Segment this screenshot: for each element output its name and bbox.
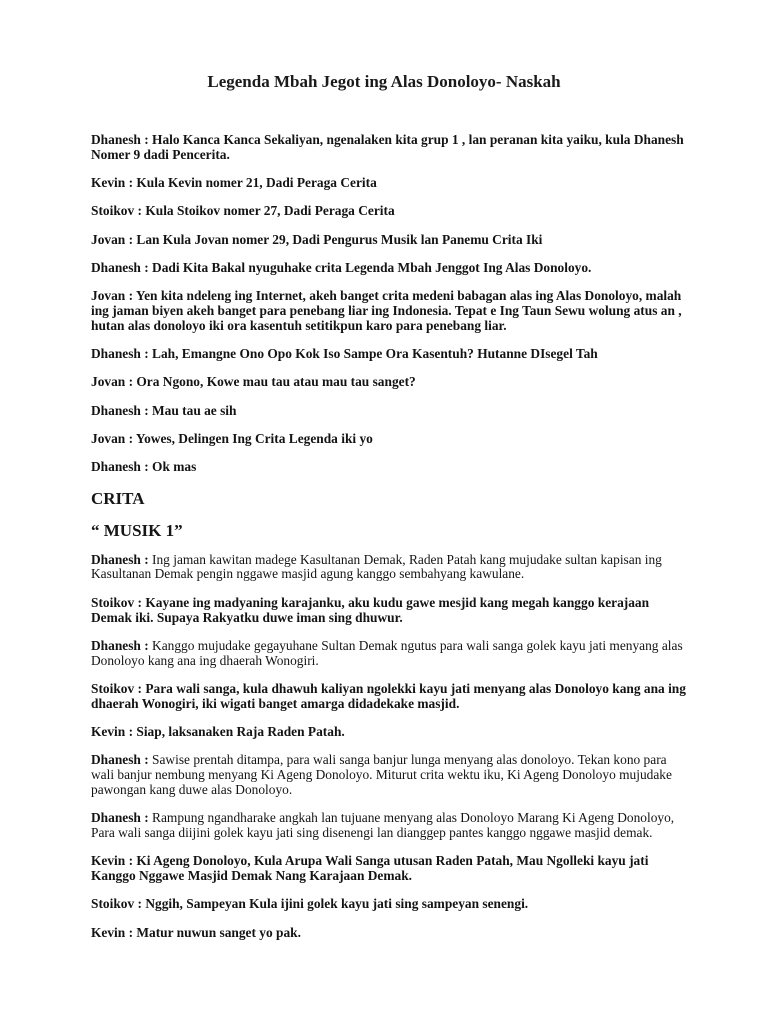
speaker-name: Kevin bbox=[91, 853, 126, 869]
line-text: Lan Kula Jovan nomer 29, Dadi Pengurus Musik lan Panemu Crita Iki bbox=[136, 231, 543, 247]
speaker-separator: : bbox=[134, 203, 146, 219]
dialogue-line bbox=[91, 897, 691, 912]
dialogue-line bbox=[91, 553, 691, 583]
speaker-name: Kevin bbox=[91, 924, 126, 940]
speaker-separator: : bbox=[125, 853, 137, 869]
speaker-separator: : bbox=[140, 810, 153, 826]
speaker-separator: : bbox=[125, 175, 137, 191]
music-cue-heading: “ MUSIK 1” bbox=[91, 520, 183, 540]
speaker-name: Dhanesh bbox=[91, 752, 141, 768]
line-text: Para wali sanga, kula dhawuh kaliyan ngolekki kayu jati menyang alas Donoloyo kang ana ing dhaerah Wonogiri, iki wigati banget amarga didadekake masjid. bbox=[91, 680, 686, 711]
intro-dialogue bbox=[91, 133, 691, 475]
dialogue-line bbox=[91, 460, 691, 475]
line-text: Ok mas bbox=[152, 459, 197, 475]
dialogue-line bbox=[91, 233, 691, 248]
dialogue-line bbox=[91, 375, 691, 390]
line-text: Mau tau ae sih bbox=[152, 402, 237, 418]
line-text: Matur nuwun sanget yo pak. bbox=[136, 924, 301, 940]
speaker-separator: : bbox=[125, 374, 137, 390]
dialogue-line bbox=[91, 261, 691, 276]
line-text: Lah, Emangne Ono Opo Kok Iso Sampe Ora Kasentuh? Hutanne DIsegel Tah bbox=[152, 346, 598, 362]
dialogue-line bbox=[91, 725, 691, 740]
dialogue-line bbox=[91, 204, 691, 219]
section-heading: CRITA bbox=[91, 488, 145, 508]
speaker-name: Stoikov bbox=[91, 896, 135, 912]
speaker-name: Jovan bbox=[91, 288, 126, 304]
speaker-name: Stoikov bbox=[91, 594, 135, 610]
speaker-separator: : bbox=[125, 431, 136, 447]
speaker-separator: : bbox=[140, 259, 153, 275]
document-body bbox=[91, 133, 691, 954]
dialogue-line bbox=[91, 404, 691, 419]
speaker-name: Dhanesh bbox=[91, 132, 141, 147]
line-text: Ing jaman kawitan madege Kasultanan Demak, Raden Patah kang mujudake sultan kapisan ing Kasultanan Demak pengin nggawe masjid agung kanggo sembahyang kawulane. bbox=[91, 551, 662, 582]
line-text: Kula Stoikov nomer 27, Dadi Peraga Cerita bbox=[145, 203, 395, 219]
speaker-separator: : bbox=[134, 896, 146, 912]
dialogue-line bbox=[91, 811, 691, 841]
dialogue-line bbox=[91, 926, 691, 941]
speaker-name: Jovan bbox=[91, 231, 126, 247]
line-text: Kayane ing madyaning karajanku, aku kudu gawe mesjid kang megah kanggo kerajaan Demak iki. Supaya Rakyatku duwe iman sing dhuwur. bbox=[91, 594, 650, 625]
dialogue-line bbox=[91, 596, 691, 626]
speaker-name: Dhanesh bbox=[91, 551, 141, 567]
line-text: Dadi Kita Bakal nyuguhake crita Legenda Mbah Jenggot Ing Alas Donoloyo. bbox=[152, 259, 592, 275]
document-title: Legenda Mbah Jegot ing Alas Donoloyo- Naskah bbox=[207, 72, 561, 91]
speaker-name: Kevin bbox=[91, 724, 126, 740]
speaker-name: Stoikov bbox=[91, 680, 135, 696]
speaker-separator: : bbox=[140, 551, 153, 567]
line-text: Ki Ageng Donoloyo, Kula Arupa Wali Sanga utusan Raden Patah, Mau Ngolleki kayu jati Kanggo Nggawe Masjid Demak Nang Karajaan Demak. bbox=[91, 853, 649, 884]
speaker-separator: : bbox=[125, 924, 137, 940]
line-text: Kula Kevin nomer 21, Dadi Peraga Cerita bbox=[136, 175, 377, 191]
speaker-name: Dhanesh bbox=[91, 259, 141, 275]
dialogue-line bbox=[91, 289, 691, 333]
dialogue-line bbox=[91, 753, 691, 797]
line-text: Kanggo mujudake gegayuhane Sultan Demak ngutus para wali sanga golek kayu jati menyang alas Donoloyo kang ana ing dhaerah Wonogiri. bbox=[91, 637, 683, 668]
line-text: Yen kita ndeleng ing Internet, akeh banget crita medeni babagan alas ing Alas Donoloyo, malah ing jaman biyen akeh banget para penebang liar ing Indonesia. Tepat e Ing Taun Sewu wolung atus an , hutan alas donoloyo iki ora kasentuh setitikpun karo para penebang liar. bbox=[91, 288, 682, 333]
line-text: Halo Kanca Kanca Sekaliyan, ngenalaken kita grup 1 , lan peranan kita yaiku, kula Dhanesh Nomer 9 dadi Pencerita. bbox=[91, 132, 684, 162]
speaker-separator: : bbox=[125, 724, 137, 740]
line-text: Siap, laksanaken Raja Raden Patah. bbox=[136, 724, 345, 740]
speaker-separator: : bbox=[134, 594, 146, 610]
speaker-separator: : bbox=[125, 288, 136, 304]
speaker-name: Dhanesh bbox=[91, 459, 141, 475]
line-text: Yowes, Delingen Ing Crita Legenda iki yo bbox=[135, 431, 373, 447]
speaker-separator: : bbox=[140, 459, 153, 475]
speaker-name: Jovan bbox=[91, 431, 126, 447]
line-text: Rampung ngandharake angkah lan tujuane menyang alas Donoloyo Marang Ki Ageng Donoloyo, Para wali sanga diijini golek kayu jati sing disenengi lan dianggep pantes kanggo nggawe masjid demak. bbox=[91, 810, 675, 841]
speaker-separator: : bbox=[140, 132, 153, 147]
speaker-separator: : bbox=[125, 231, 137, 247]
speaker-separator: : bbox=[134, 680, 146, 696]
dialogue-line bbox=[91, 176, 691, 191]
dialogue-line bbox=[91, 432, 691, 447]
dialogue-line bbox=[91, 854, 691, 884]
speaker-separator: : bbox=[140, 752, 153, 768]
line-text: Ora Ngono, Kowe mau tau atau mau tau sanget? bbox=[136, 374, 416, 390]
speaker-name: Dhanesh bbox=[91, 637, 141, 653]
speaker-name: Dhanesh bbox=[91, 810, 141, 826]
dialogue-line bbox=[91, 133, 691, 163]
dialogue-line bbox=[91, 682, 691, 712]
speaker-separator: : bbox=[140, 637, 153, 653]
dialogue-line bbox=[91, 639, 691, 669]
dialogue-line bbox=[91, 347, 691, 362]
story-dialogue bbox=[91, 553, 691, 941]
speaker-name: Dhanesh bbox=[91, 402, 141, 418]
speaker-separator: : bbox=[140, 402, 153, 418]
speaker-name: Dhanesh bbox=[91, 346, 141, 362]
speaker-name: Kevin bbox=[91, 175, 126, 191]
line-text: Nggih, Sampeyan Kula ijini golek kayu jati sing sampeyan senengi. bbox=[145, 896, 529, 912]
speaker-name: Stoikov bbox=[91, 203, 135, 219]
speaker-separator: : bbox=[140, 346, 153, 362]
speaker-name: Jovan bbox=[91, 374, 126, 390]
line-text: Sawise prentah ditampa, para wali sanga banjur lunga menyang alas donoloyo. Tekan kono para wali banjur nembung menyang Ki Ageng Donoloyo. Miturut crita wektu iku, Ki Ageng Donoloyo mujudake pawongan kang duwe alas Donoloyo. bbox=[91, 752, 672, 797]
